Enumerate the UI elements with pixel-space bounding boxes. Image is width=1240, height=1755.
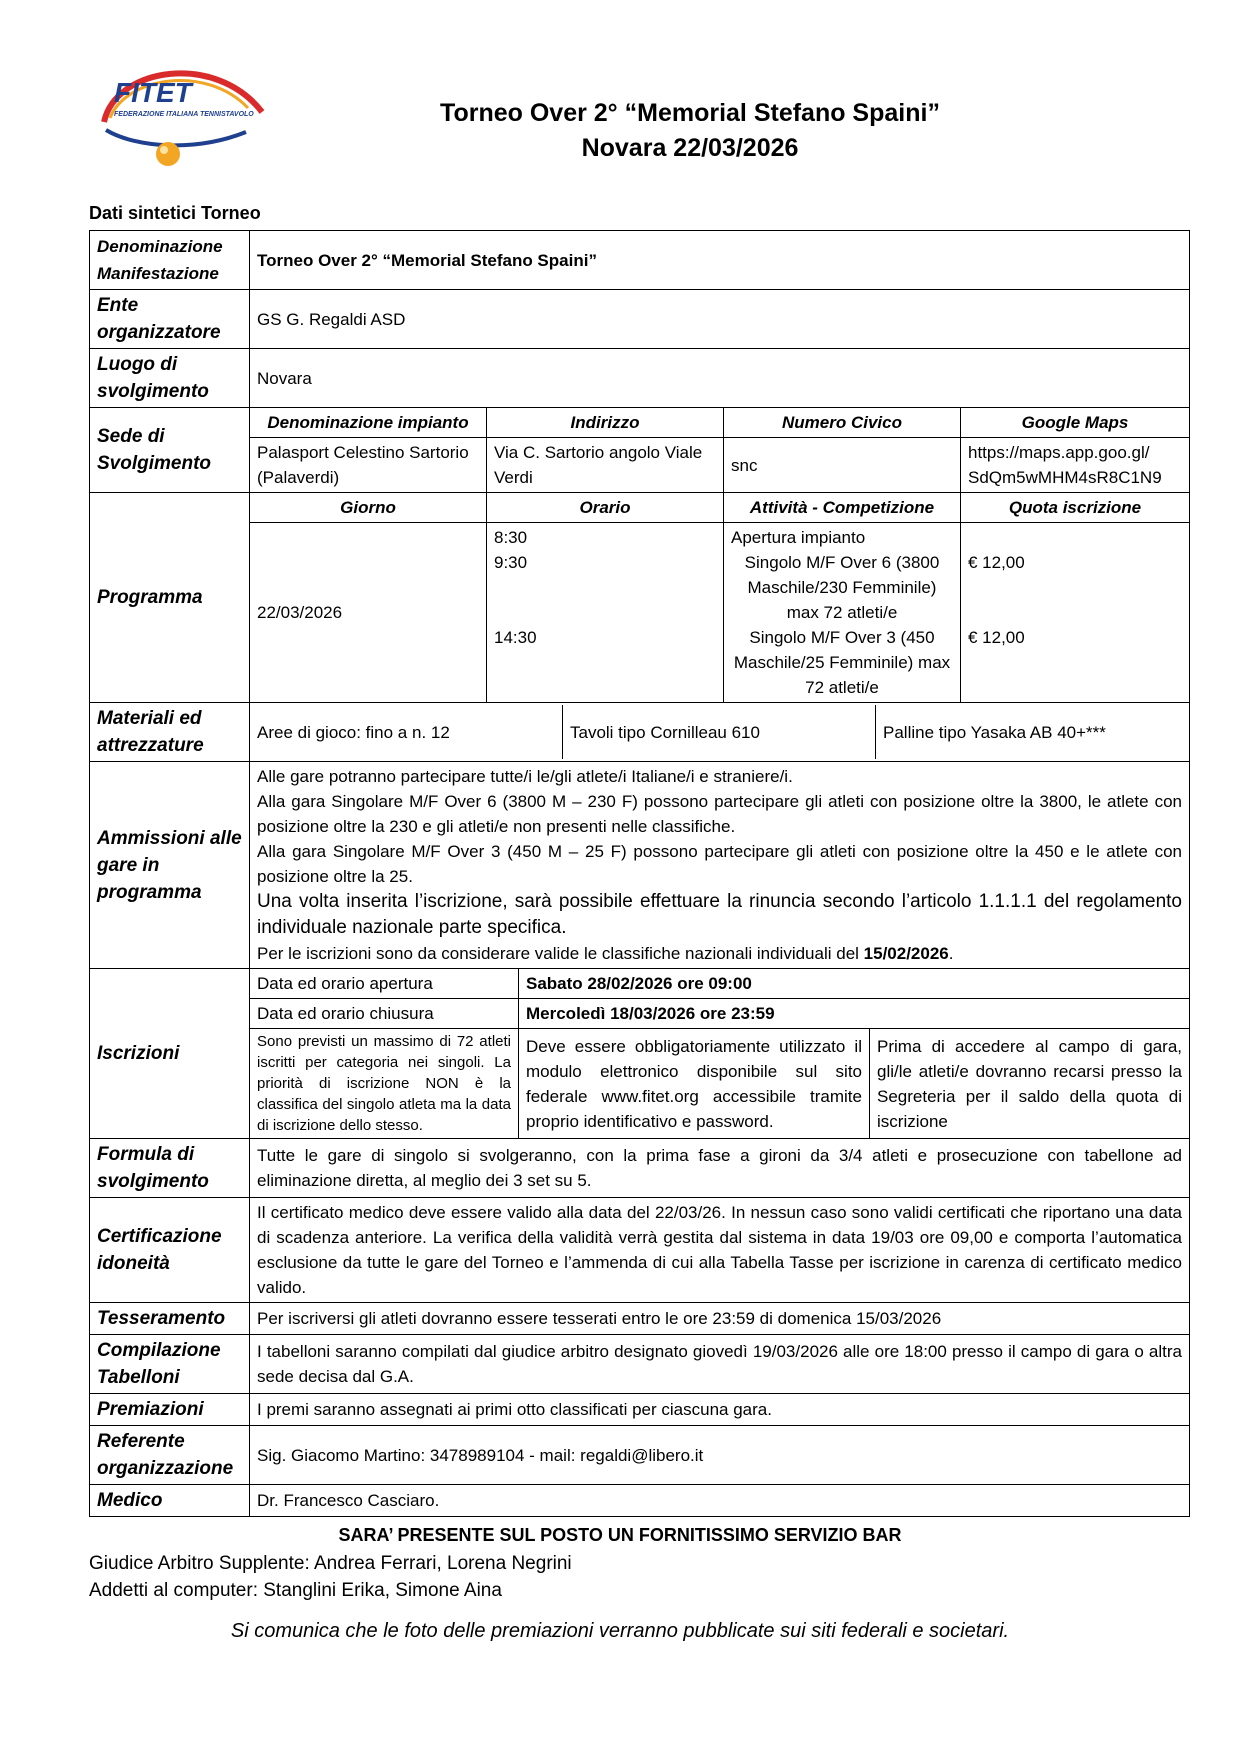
label-tesseramento: Tesseramento [90, 1303, 250, 1335]
title-line-1: Torneo Over 2° “Memorial Stefano Spaini” [440, 99, 940, 127]
programma-cell [250, 493, 1190, 703]
label-premiazioni: Premiazioni [90, 1394, 250, 1426]
value-tesseramento: Per iscriversi gli atleti dovranno essere tesserati entro le ore 23:59 di domenica 15/03/2026 [250, 1303, 1190, 1335]
ammissioni-p1: Alle gare potranno partecipare tutte/i le/gli atlete/i Italiane/i e straniere/i. [257, 767, 793, 786]
ammissioni-p2: Alla gara Singolare M/F Over 6 (3800 M – 230 F) possono partecipare gli atleti con posizione oltre la 3800, le atlete con posizione oltre la 230 e gli atleti/e non presenti nelle classifiche. [257, 792, 1182, 836]
value-compilazione: I tabelloni saranno compilati dal giudice arbitro designato giovedì 19/03/2026 alle ore 18:00 presso il campo di gara o altra sede decisa dal G.A. [250, 1335, 1190, 1394]
programma-giorno: 22/03/2026 [250, 523, 487, 703]
label-denominazione: Denominazione Manifestazione [90, 231, 250, 290]
attivita-2: Singolo M/F Over 6 (3800 Maschile/230 Femminile) max 72 atleti/e [744, 553, 940, 622]
value-certificazione: Il certificato medico deve essere valido alla data del 22/03/26. In nessun caso sono validi certificati che riportano una data di scadenza anteriore. La verifica della validità verrà gestita dal sistema in data 19/03 ore 09,00 e comporta l’automatica esclusione da tutte le gare del Torneo e l’ammenda di cui alla Tabella Tasse per iscrizione in carenza di certificato medico valido. [250, 1198, 1190, 1303]
label-medico: Medico [90, 1485, 250, 1517]
programma-header-giorno: Giorno [250, 493, 487, 523]
sede-header-maps: Google Maps [961, 408, 1190, 438]
iscrizioni-dates-table [250, 969, 1189, 1028]
label-referente: Referente organizzazione [90, 1426, 250, 1485]
quota-2: € 12,00 [968, 628, 1025, 647]
programma-header-attivita: Attività - Competizione [724, 493, 961, 523]
iscrizioni-note-3: Prima di accedere al campo di gara, gli/le atleti/e dovranno recarsi presso la Segreteria per il saldo della quota di iscrizione [870, 1029, 1190, 1139]
section-title: Dati sintetici Torneo [89, 203, 261, 223]
quota-1: € 12,00 [968, 553, 1025, 572]
value-denominazione: Torneo Over 2° “Memorial Stefano Spaini” [250, 231, 1190, 290]
ammissioni-date: 15/02/2026 [863, 944, 949, 963]
ammissioni-p5: Per le iscrizioni sono da considerare valide le classifiche nazionali individuali del 15/02/2026. [257, 944, 954, 963]
value-medico: Dr. Francesco Casciaro. [250, 1485, 1190, 1517]
sede-civico: snc [724, 438, 961, 493]
label-programma: Programma [90, 493, 250, 703]
page-title [400, 96, 980, 166]
programma-table [250, 493, 1189, 702]
programma-header-orario: Orario [487, 493, 724, 523]
ball-icon [156, 142, 180, 166]
iscrizioni-note-1: Sono previsti un massimo di 72 atleti iscritti per categoria nei singoli. La priorità di iscrizione NON è la classifica del singolo atleta ma la data di iscrizione dello stesso. [250, 1029, 519, 1139]
ammissioni-text [250, 762, 1190, 969]
label-ammissioni: Ammissioni alle gare in programma [90, 762, 250, 969]
label-luogo: Luogo di svolgimento [90, 349, 250, 408]
sede-maps-link[interactable]: https://maps.app.goo.gl/ SdQm5wMHM4sR8C1N9 [961, 438, 1190, 493]
programma-orari [487, 523, 724, 703]
value-premiazioni: I premi saranno assegnati ai primi otto classificati per ciascuna gara. [250, 1394, 1190, 1426]
attivita-1: Apertura impianto [731, 528, 866, 547]
iscrizioni-notes-table [250, 1028, 1189, 1138]
programma-attivita [724, 523, 961, 703]
sede-table [250, 408, 1189, 492]
materiali-cell [250, 703, 1190, 762]
programma-header-quota: Quota iscrizione [961, 493, 1190, 523]
sede-header-civico: Numero Civico [724, 408, 961, 438]
label-sede: Sede di Svolgimento [90, 408, 250, 493]
logo-text: FITET [114, 77, 192, 108]
value-ente: GS G. Regaldi ASD [250, 290, 1190, 349]
orario-1: 8:30 [494, 528, 528, 547]
footer-addetti: Addetti al computer: Stanglini Erika, Simone Aina [89, 1580, 502, 1601]
materiali-aree: Aree di gioco: fino a n. 12 [250, 705, 563, 759]
sede-cell [250, 408, 1190, 493]
attivita-3: Singolo M/F Over 3 (450 Maschile/25 Femminile) max 72 atleti/e [733, 628, 951, 697]
materiali-tavoli: Tavoli tipo Cornilleau 610 [563, 705, 876, 759]
label-certificazione: Certificazione idoneità [90, 1198, 250, 1303]
chiusura-value: Mercoledì 18/03/2026 ore 23:59 [519, 999, 1190, 1029]
sede-header-indirizzo: Indirizzo [487, 408, 724, 438]
label-compilazione: Compilazione Tabelloni [90, 1335, 250, 1394]
ammissioni-p4: Una volta inserita l’iscrizione, sarà possibile effettuare la rinuncia secondo l’articolo 1.1.1.1 del regolamento individuale nazionale parte specifica. [257, 891, 1182, 938]
label-materiali: Materiali ed attrezzature [90, 703, 250, 762]
footer-giudice: Giudice Arbitro Supplente: Andrea Ferrari, Lorena Negrini [89, 1553, 572, 1574]
sede-impianto: Palasport Celestino Sartorio (Palaverdi) [250, 438, 487, 493]
programma-quote [961, 523, 1190, 703]
orario-3: 14:30 [494, 628, 537, 647]
apertura-value: Sabato 28/02/2026 ore 09:00 [519, 969, 1190, 999]
footer-note: Si comunica che le foto delle premiazioni verranno pubblicate sui siti federali e societari. [230, 1620, 1010, 1642]
label-formula: Formula di svolgimento [90, 1139, 250, 1198]
label-ente: Ente organizzatore [90, 290, 250, 349]
value-referente: Sig. Giacomo Martino: 3478989104 - mail: regaldi@libero.it [250, 1426, 1190, 1485]
iscrizioni-note-2: Deve essere obbligatoriamente utilizzato il modulo elettronico disponibile sul sito federale www.fitet.org accessibile tramite proprio identificativo e password. [519, 1029, 870, 1139]
footer-bar-notice: SARA’ PRESENTE SUL POSTO UN FORNITISSIMO SERVIZIO BAR [338, 1525, 902, 1545]
sede-indirizzo: Via C. Sartorio angolo Viale Verdi [487, 438, 724, 493]
tournament-table [89, 230, 1190, 1517]
value-luogo: Novara [250, 349, 1190, 408]
materiali-table [250, 705, 1189, 759]
logo-subtitle: FEDERAZIONE ITALIANA TENNISTAVOLO [114, 111, 254, 118]
sede-header-impianto: Denominazione impianto [250, 408, 487, 438]
title-line-2: Novara 22/03/2026 [581, 134, 799, 162]
ammissioni-p3: Alla gara Singolare M/F Over 3 (450 M – 25 F) possono partecipare gli atleti con posizione oltre la 450 e le atlete con posizione oltre la 25. [257, 842, 1182, 886]
materiali-palline: Palline tipo Yasaka AB 40+*** [876, 705, 1190, 759]
iscrizioni-cell [250, 969, 1190, 1139]
apertura-label: Data ed orario apertura [250, 969, 519, 999]
chiusura-label: Data ed orario chiusura [250, 999, 519, 1029]
orario-2: 9:30 [494, 553, 528, 572]
label-iscrizioni: Iscrizioni [90, 969, 250, 1139]
fitet-logo [96, 52, 266, 172]
value-formula: Tutte le gare di singolo si svolgeranno, con la prima fase a gironi da 3/4 atleti e prosecuzione con tabellone ad eliminazione diretta, al meglio dei 3 set su 5. [250, 1139, 1190, 1198]
